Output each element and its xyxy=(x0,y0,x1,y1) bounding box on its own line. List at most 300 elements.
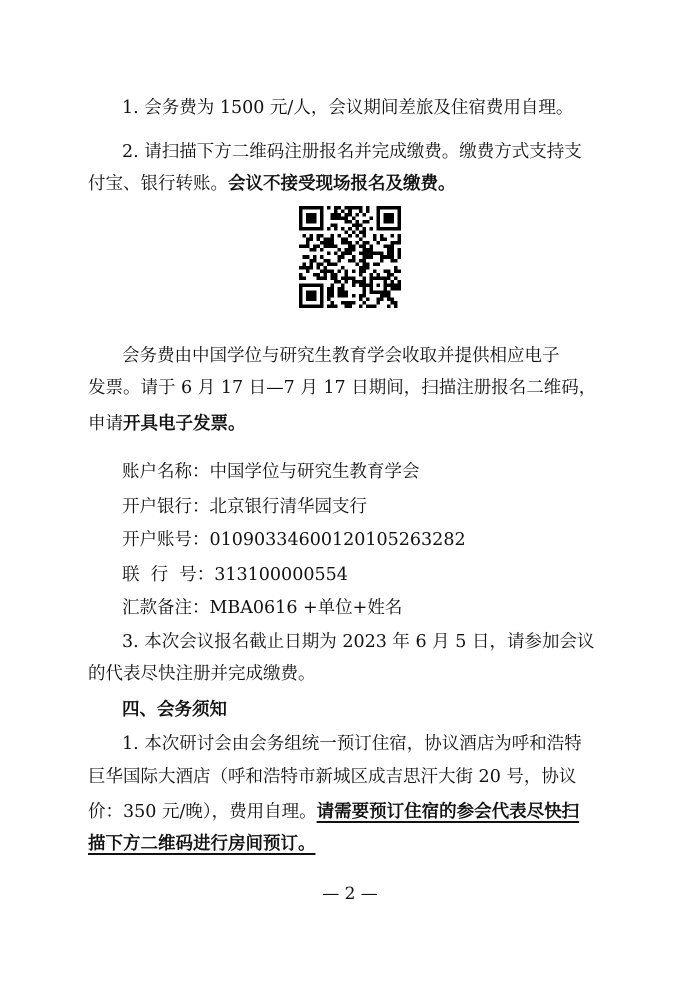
bank-routing-number: 联 行 号：313100000554 xyxy=(122,565,348,585)
fee-item-2-line-1: 2. 请扫描下方二维码注册报名并完成缴费。缴费方式支持支 xyxy=(122,142,582,162)
qr-module xyxy=(362,276,366,280)
qr-module xyxy=(306,304,310,308)
qr-module xyxy=(341,276,345,280)
qr-module xyxy=(373,252,377,256)
qr-module xyxy=(387,283,391,287)
hotel-price-text: 价：350 元/晚），费用自理。 xyxy=(88,802,317,822)
qr-module xyxy=(331,238,335,242)
qr-module xyxy=(341,294,345,298)
qr-module xyxy=(341,252,345,256)
qr-module xyxy=(387,269,391,273)
qr-module xyxy=(366,304,370,308)
qr-module xyxy=(338,213,342,217)
qr-module xyxy=(345,294,349,298)
qr-module xyxy=(380,227,384,231)
qr-module xyxy=(394,301,398,305)
qr-module xyxy=(299,217,303,221)
qr-module xyxy=(327,259,331,263)
qr-module xyxy=(359,210,363,214)
qr-module xyxy=(348,245,352,249)
qr-module xyxy=(345,252,349,256)
qr-module xyxy=(366,266,370,270)
qr-module xyxy=(303,266,307,270)
qr-module xyxy=(306,297,310,301)
qr-module xyxy=(320,301,324,305)
qr-module xyxy=(376,220,380,224)
qr-module xyxy=(390,234,394,238)
qr-module xyxy=(313,248,317,252)
qr-module xyxy=(317,234,321,238)
qr-module xyxy=(331,217,335,221)
qr-module xyxy=(352,217,356,221)
qr-module xyxy=(352,301,356,305)
qr-module xyxy=(338,255,342,259)
qr-module xyxy=(383,294,387,298)
qr-module xyxy=(394,266,398,270)
qr-module xyxy=(369,255,373,259)
qr-module xyxy=(303,227,307,231)
qr-module xyxy=(299,290,303,294)
qr-module xyxy=(355,224,359,228)
qr-module xyxy=(299,266,303,270)
qr-module xyxy=(327,269,331,273)
qr-module xyxy=(390,227,394,231)
qr-module xyxy=(341,266,345,270)
qr-module xyxy=(320,255,324,259)
qr-module xyxy=(359,297,363,301)
qr-module xyxy=(362,255,366,259)
qr-module xyxy=(320,213,324,217)
qr-module xyxy=(394,259,398,263)
qr-module xyxy=(383,227,387,231)
qr-module xyxy=(331,234,335,238)
qr-module xyxy=(331,290,335,294)
qr-module xyxy=(352,245,356,249)
bank-name: 开户银行：北京银行清华园支行 xyxy=(122,497,367,517)
qr-module xyxy=(345,276,349,280)
qr-module xyxy=(324,259,328,263)
qr-module xyxy=(383,213,387,217)
qr-module xyxy=(313,217,317,221)
qr-module xyxy=(324,273,328,277)
qr-module xyxy=(306,213,310,217)
qr-module xyxy=(394,287,398,291)
qr-module xyxy=(299,220,303,224)
bank-account-number: 开户账号：01090334600120105263282 xyxy=(122,530,466,550)
qr-module xyxy=(345,213,349,217)
qr-module xyxy=(390,287,394,291)
qr-module xyxy=(352,276,356,280)
qr-module xyxy=(355,280,359,284)
qr-module xyxy=(345,248,349,252)
qr-module xyxy=(327,304,331,308)
qr-module xyxy=(387,213,391,217)
section-4-heading: 四、会务须知 xyxy=(122,700,227,720)
qr-module xyxy=(327,262,331,266)
hotel-line-2: 巨华国际大酒店（呼和浩特市新城区成吉思汗大街 20 号，协议 xyxy=(88,767,577,787)
qr-module xyxy=(390,301,394,305)
qr-module xyxy=(334,217,338,221)
qr-module xyxy=(313,290,317,294)
no-onsite-registration-notice: 会议不接受现场报名及缴费。 xyxy=(228,174,456,194)
qr-module xyxy=(331,213,335,217)
qr-module xyxy=(352,231,356,235)
qr-module xyxy=(373,238,377,242)
qr-module xyxy=(359,294,363,298)
qr-module xyxy=(376,217,380,221)
qr-module xyxy=(306,245,310,249)
qr-module xyxy=(331,245,335,249)
qr-module xyxy=(387,294,391,298)
qr-module xyxy=(362,248,366,252)
qr-module xyxy=(320,248,324,252)
qr-module xyxy=(383,245,387,249)
qr-module xyxy=(387,273,391,277)
qr-module xyxy=(334,304,338,308)
qr-module xyxy=(310,297,314,301)
qr-module xyxy=(376,297,380,301)
qr-module xyxy=(383,287,387,291)
qr-module xyxy=(320,224,324,228)
qr-module xyxy=(338,280,342,284)
qr-module xyxy=(306,290,310,294)
fee-item-1: 1. 会务费为 1500 元/人，会议期间差旅及住宿费用自理。 xyxy=(122,98,574,118)
qr-module xyxy=(366,220,370,224)
qr-module xyxy=(348,248,352,252)
qr-module xyxy=(334,280,338,284)
qr-module xyxy=(345,217,349,221)
qr-module xyxy=(387,290,391,294)
qr-module xyxy=(334,276,338,280)
qr-module xyxy=(380,206,384,210)
qr-module xyxy=(352,206,356,210)
booking-notice-part-1: 请需要预订住宿的参会代表尽快扫 xyxy=(316,802,580,822)
qr-module xyxy=(376,210,380,214)
qr-module xyxy=(324,241,328,245)
qr-module xyxy=(359,238,363,242)
qr-module xyxy=(299,287,303,291)
qr-module xyxy=(376,276,380,280)
qr-module xyxy=(390,241,394,245)
qr-module xyxy=(369,252,373,256)
qr-module xyxy=(331,287,335,291)
qr-module xyxy=(359,206,363,210)
qr-module xyxy=(310,262,314,266)
qr-module xyxy=(310,304,314,308)
qr-module xyxy=(320,217,324,221)
qr-module xyxy=(334,245,338,249)
qr-module xyxy=(397,280,401,284)
qr-module xyxy=(390,220,394,224)
qr-module xyxy=(306,255,310,259)
qr-module xyxy=(369,283,373,287)
qr-module xyxy=(320,304,324,308)
qr-module xyxy=(352,294,356,298)
qr-module xyxy=(355,227,359,231)
qr-module xyxy=(390,259,394,263)
qr-module xyxy=(390,283,394,287)
qr-module xyxy=(310,227,314,231)
qr-module xyxy=(376,301,380,305)
qr-module xyxy=(397,287,401,291)
qr-module xyxy=(310,290,314,294)
qr-module xyxy=(390,206,394,210)
qr-module xyxy=(331,224,335,228)
qr-module xyxy=(394,304,398,308)
qr-module xyxy=(366,297,370,301)
qr-module xyxy=(338,269,342,273)
qr-module xyxy=(310,283,314,287)
qr-module xyxy=(299,224,303,228)
qr-module xyxy=(362,220,366,224)
qr-module xyxy=(390,297,394,301)
qr-module xyxy=(313,245,317,249)
qr-module xyxy=(373,234,377,238)
qr-module xyxy=(348,252,352,256)
qr-module xyxy=(306,283,310,287)
qr-module xyxy=(352,259,356,263)
qr-module xyxy=(334,206,338,210)
qr-module xyxy=(387,245,391,249)
qr-module xyxy=(380,297,384,301)
qr-module xyxy=(334,273,338,277)
qr-module xyxy=(376,283,380,287)
qr-module xyxy=(334,262,338,266)
qr-module xyxy=(373,262,377,266)
qr-code-icon[interactable] xyxy=(299,206,401,308)
qr-module xyxy=(310,248,314,252)
qr-module xyxy=(390,245,394,249)
qr-module xyxy=(380,259,384,263)
qr-module xyxy=(359,231,363,235)
qr-module xyxy=(299,301,303,305)
qr-module xyxy=(390,255,394,259)
qr-module xyxy=(310,266,314,270)
qr-module xyxy=(362,290,366,294)
qr-module xyxy=(345,280,349,284)
qr-module xyxy=(359,224,363,228)
qr-module xyxy=(397,252,401,256)
qr-module xyxy=(331,269,335,273)
qr-module xyxy=(387,252,391,256)
qr-module xyxy=(341,255,345,259)
booking-notice-part-2: 描下方二维码进行房间预订。 xyxy=(88,834,316,854)
qr-module xyxy=(359,269,363,273)
qr-module xyxy=(359,273,363,277)
qr-module xyxy=(362,227,366,231)
qr-module xyxy=(313,220,317,224)
qr-module xyxy=(317,266,321,270)
qr-module xyxy=(303,276,307,280)
qr-module xyxy=(348,206,352,210)
qr-module xyxy=(345,220,349,224)
qr-module xyxy=(320,283,324,287)
qr-module xyxy=(345,290,349,294)
qr-module xyxy=(320,206,324,210)
qr-module xyxy=(310,234,314,238)
qr-module xyxy=(299,304,303,308)
qr-module xyxy=(338,290,342,294)
qr-module xyxy=(376,252,380,256)
qr-module xyxy=(317,206,321,210)
invoice-line-2: 发票。请于 6 月 17 日—7 月 17 日期间，扫描注册报名二维码， xyxy=(88,378,597,398)
qr-module xyxy=(334,227,338,231)
qr-module xyxy=(317,262,321,266)
qr-module xyxy=(369,290,373,294)
qr-module xyxy=(338,217,342,221)
qr-module xyxy=(313,297,317,301)
qr-module xyxy=(310,213,314,217)
qr-module xyxy=(320,276,324,280)
qr-module xyxy=(299,273,303,277)
qr-module xyxy=(397,213,401,217)
invoice-line-1: 会务费由中国学位与研究生教育学会收取并提供相应电子 xyxy=(122,346,560,366)
qr-module xyxy=(394,269,398,273)
qr-module xyxy=(362,280,366,284)
qr-module xyxy=(369,280,373,284)
invoice-apply-text: 申请 xyxy=(88,414,123,434)
qr-module xyxy=(306,241,310,245)
qr-module xyxy=(317,304,321,308)
qr-module xyxy=(362,262,366,266)
qr-module xyxy=(324,269,328,273)
payment-methods-text: 付宝、银行转账。 xyxy=(88,174,228,194)
qr-module xyxy=(359,245,363,249)
qr-module xyxy=(313,213,317,217)
qr-module xyxy=(313,304,317,308)
qr-module xyxy=(317,227,321,231)
qr-module xyxy=(306,266,310,270)
qr-module xyxy=(317,245,321,249)
qr-module xyxy=(341,287,345,291)
qr-module xyxy=(362,294,366,298)
qr-module xyxy=(373,290,377,294)
qr-module xyxy=(317,276,321,280)
qr-module xyxy=(341,227,345,231)
issue-e-invoice-text: 开具电子发票。 xyxy=(123,414,246,434)
qr-module xyxy=(341,283,345,287)
qr-module xyxy=(306,227,310,231)
qr-module xyxy=(355,220,359,224)
qr-module xyxy=(387,276,391,280)
qr-module xyxy=(359,283,363,287)
remittance-note: 汇款备注：MBA0616 +单位+姓名 xyxy=(122,598,403,618)
qr-module xyxy=(352,283,356,287)
qr-module xyxy=(383,283,387,287)
qr-module xyxy=(390,252,394,256)
qr-module xyxy=(359,280,363,284)
qr-module xyxy=(362,241,366,245)
qr-module xyxy=(387,304,391,308)
qr-module xyxy=(383,217,387,221)
qr-module xyxy=(369,273,373,277)
qr-module xyxy=(359,304,363,308)
qr-module xyxy=(320,290,324,294)
qr-module xyxy=(341,238,345,242)
qr-module xyxy=(338,287,342,291)
qr-module xyxy=(369,287,373,291)
qr-module xyxy=(331,241,335,245)
qr-module xyxy=(310,259,314,263)
qr-module xyxy=(397,234,401,238)
qr-module xyxy=(299,294,303,298)
qr-module xyxy=(345,241,349,245)
qr-module xyxy=(334,252,338,256)
qr-module xyxy=(394,206,398,210)
qr-module xyxy=(299,206,303,210)
qr-module xyxy=(383,290,387,294)
qr-module xyxy=(383,206,387,210)
qr-module xyxy=(373,269,377,273)
qr-module xyxy=(348,241,352,245)
qr-module xyxy=(331,276,335,280)
qr-module xyxy=(320,234,324,238)
qr-module xyxy=(366,283,370,287)
qr-module xyxy=(348,276,352,280)
qr-module xyxy=(348,304,352,308)
qr-module xyxy=(376,206,380,210)
qr-module xyxy=(366,210,370,214)
qr-module xyxy=(376,227,380,231)
qr-module xyxy=(299,210,303,214)
qr-module xyxy=(303,283,307,287)
fee-item-2-line-2 xyxy=(88,172,456,196)
qr-module xyxy=(306,269,310,273)
qr-module xyxy=(327,290,331,294)
qr-module xyxy=(376,224,380,228)
qr-module xyxy=(341,290,345,294)
qr-module xyxy=(327,206,331,210)
qr-module xyxy=(362,213,366,217)
qr-module xyxy=(299,245,303,249)
qr-module xyxy=(380,294,384,298)
qr-module xyxy=(390,273,394,277)
qr-module xyxy=(380,276,384,280)
qr-module xyxy=(373,304,377,308)
qr-module xyxy=(397,206,401,210)
qr-module xyxy=(320,210,324,214)
qr-module xyxy=(352,280,356,284)
qr-module xyxy=(376,273,380,277)
qr-module xyxy=(376,262,380,266)
qr-module xyxy=(387,227,391,231)
qr-module xyxy=(376,290,380,294)
qr-module xyxy=(352,269,356,273)
qr-module xyxy=(327,245,331,249)
qr-module xyxy=(390,248,394,252)
qr-module xyxy=(338,259,342,263)
qr-module xyxy=(299,297,303,301)
qr-module xyxy=(341,241,345,245)
qr-module xyxy=(303,262,307,266)
qr-module xyxy=(324,238,328,242)
bank-account-name: 账户名称：中国学位与研究生教育学会 xyxy=(122,462,420,482)
qr-module xyxy=(306,217,310,221)
qr-module xyxy=(320,241,324,245)
qr-module xyxy=(310,238,314,242)
qr-module xyxy=(303,255,307,259)
qr-module xyxy=(303,304,307,308)
qr-module xyxy=(345,304,349,308)
qr-module xyxy=(338,206,342,210)
qr-module xyxy=(348,259,352,263)
qr-module xyxy=(362,287,366,291)
qr-module xyxy=(320,287,324,291)
qr-module xyxy=(306,220,310,224)
qr-module xyxy=(310,217,314,221)
qr-module xyxy=(345,231,349,235)
qr-module xyxy=(387,220,391,224)
